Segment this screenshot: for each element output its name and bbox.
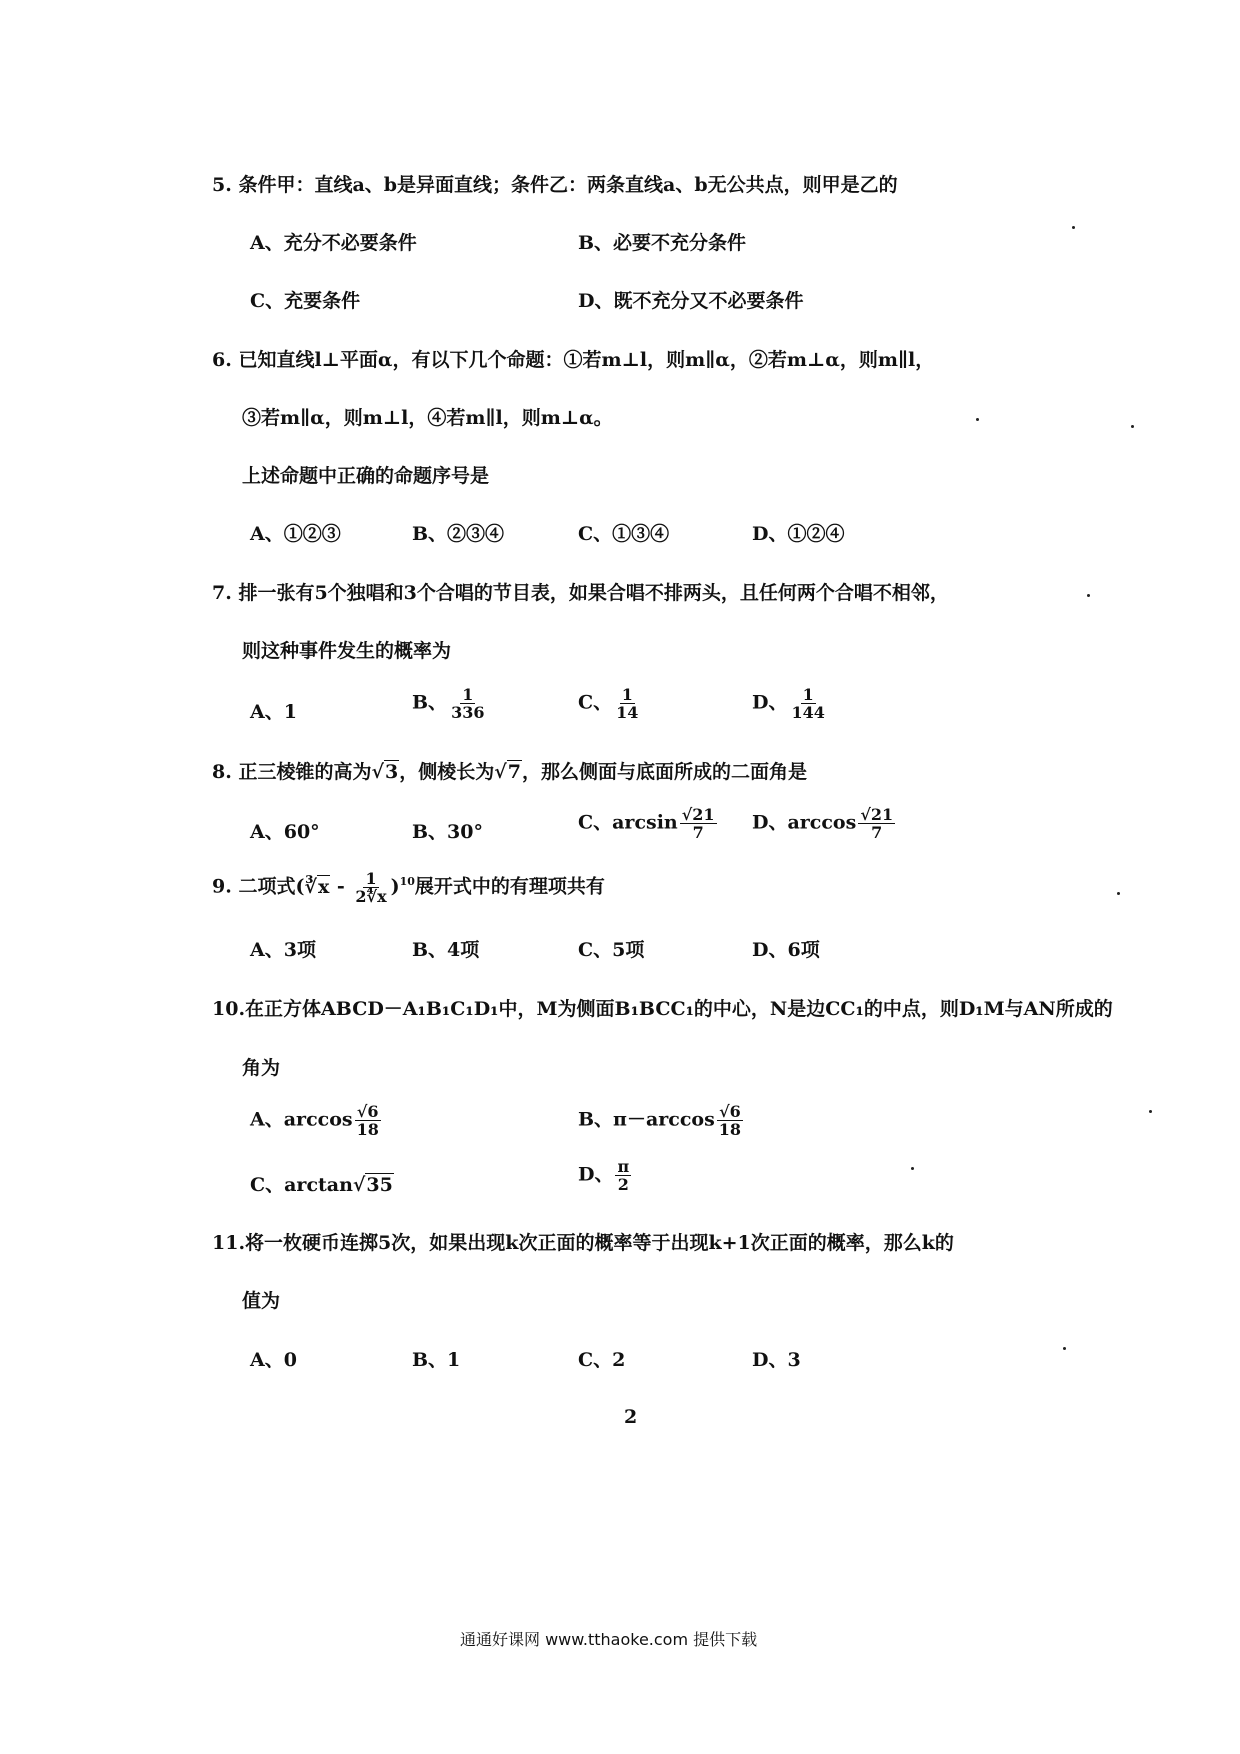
q7-option-d-label: D、 (752, 691, 788, 714)
radicand: 21 (870, 805, 894, 824)
q9-stem-close: ) (390, 875, 400, 898)
fraction-denominator: 18 (718, 1120, 742, 1139)
sqrt-symbol: √35 (352, 1174, 393, 1196)
radicand: 7 (507, 761, 521, 783)
page-number: 2 (624, 1406, 638, 1428)
fraction-numerator: √21 (860, 805, 894, 824)
q7-option-a: A、1 (250, 701, 297, 723)
q10-option-a-label: A、arccos (250, 1108, 353, 1131)
q5-stem: 5. 条件甲：直线a、b是异面直线；条件乙：两条直线a、b无公共点，则甲是乙的 (212, 174, 898, 196)
q6-stem-line3: 上述命题中正确的命题序号是 (242, 465, 490, 487)
q8-stem-part-a: 8. 正三棱锥的高为 (212, 761, 372, 783)
footer-text: 通通好课网 www.tthaoke.com 提供下载 (460, 1630, 758, 1649)
q8-option-d-fraction (858, 806, 895, 841)
q9-option-a: A、3项 (250, 939, 316, 961)
fraction-numerator: 1 (621, 685, 633, 704)
q7-option-d-fraction (789, 686, 826, 721)
fraction-numerator: 1 (802, 685, 814, 704)
fraction-denominator: 18 (356, 1120, 379, 1139)
radicand: 6 (729, 1102, 741, 1121)
exponent: 10 (399, 875, 415, 889)
fraction-numerator: 1 (365, 869, 377, 888)
radicand: 21 (692, 805, 715, 824)
q11-option-c: C、2 (578, 1349, 626, 1371)
scan-speck (911, 1167, 914, 1170)
q9-option-c: C、5项 (578, 939, 645, 961)
fraction-denominator: 7 (871, 823, 883, 842)
q5-option-c: C、充要条件 (250, 290, 361, 312)
q6-option-a: A、①②③ (250, 523, 341, 545)
q5-option-b: B、必要不充分条件 (578, 232, 747, 254)
q5-option-a: A、充分不必要条件 (250, 232, 417, 254)
q11-stem-line1: 11.将一枚硬币连掷5次，如果出现k次正面的概率等于出现k+1次正面的概率，那么k的 (212, 1232, 954, 1254)
fraction-denominator: 14 (616, 703, 639, 722)
fraction-denominator: 144 (791, 703, 825, 722)
q10-option-b-label: B、π－arccos (578, 1108, 715, 1131)
q10-option-a-fraction (355, 1103, 381, 1138)
scan-speck (1087, 594, 1090, 597)
fraction-numerator: π (617, 1157, 630, 1176)
fraction-denominator: 7 (692, 823, 704, 842)
q10-option-c (250, 1170, 394, 1197)
q8-option-a: A、60° (250, 821, 320, 843)
q11-option-d: D、3 (752, 1349, 801, 1371)
q7-option-b-label: B、 (412, 691, 448, 714)
q10-stem-line1: 10.在正方体ABCD－A₁B₁C₁D₁中，M为侧面B₁BCC₁的中心，N是边CC₁的中点，则D₁M与AN所成的 (212, 998, 1113, 1020)
scan-speck (1131, 425, 1134, 428)
scan-speck (1072, 226, 1075, 229)
fraction-numerator: √6 (356, 1102, 379, 1121)
q6-stem-line1: 6. 已知直线l⊥平面α，有以下几个命题：①若m⊥l，则m∥α，②若m⊥α，则m∥l， (212, 349, 935, 371)
q6-stem-line2: ③若m∥α，则m⊥l，④若m∥l，则m⊥α。 (242, 407, 613, 429)
q11-stem-line2: 值为 (242, 1290, 281, 1312)
q7-stem-line1: 7. 排一张有5个独唱和3个合唱的节目表，如果合唱不排两头，且任何两个合唱不相邻， (212, 582, 949, 604)
q9-option-d: D、6项 (752, 939, 820, 961)
q8-stem (212, 757, 807, 784)
scan-speck (1149, 1110, 1152, 1113)
q8-option-c-label: C、arcsin (578, 811, 678, 834)
q10-option-a (250, 1103, 383, 1138)
q7-option-b-fraction (449, 686, 486, 721)
scan-speck (1117, 892, 1120, 895)
radicand: x (377, 887, 387, 906)
q10-stem-line2: 角为 (242, 1057, 281, 1079)
q10-option-b (578, 1103, 745, 1138)
radicand: x (317, 875, 330, 898)
fraction-numerator: √6 (719, 1102, 741, 1121)
q8-option-d-label: D、arccos (752, 811, 857, 834)
q10-option-d (578, 1158, 633, 1193)
denominator-coefficient: 2 (355, 887, 367, 906)
q7-option-c (578, 686, 642, 721)
sqrt-symbol: √7 (494, 761, 521, 783)
q9-option-b: B、4项 (412, 939, 480, 961)
scan-speck (1063, 1347, 1066, 1350)
radicand: 6 (367, 1102, 379, 1121)
radicand: 3 (384, 761, 399, 783)
q6-option-d: D、①②④ (752, 523, 845, 545)
q11-option-a: A、0 (250, 1349, 297, 1371)
q8-option-c-fraction (680, 806, 717, 841)
q7-stem-line2: 则这种事件发生的概率为 (242, 640, 452, 662)
fraction-numerator: 1 (462, 685, 474, 704)
q6-option-b: B、②③④ (412, 523, 505, 545)
scan-speck (976, 418, 979, 421)
sqrt-symbol: ∛x (304, 875, 330, 898)
q10-option-d-label: D、 (578, 1163, 614, 1186)
q10-option-c-label: C、arctan (250, 1174, 353, 1196)
q7-option-d (752, 686, 829, 721)
q5-option-d: D、既不充分又不必要条件 (578, 290, 804, 312)
q6-option-c: C、①③④ (578, 523, 670, 545)
q9-fraction (353, 870, 388, 905)
fraction-denominator: 2 (617, 1175, 629, 1194)
q8-option-c (578, 806, 719, 841)
fraction-denominator: 2∜x (355, 887, 387, 906)
sqrt-symbol: √3 (371, 761, 399, 783)
q9-stem (212, 870, 605, 905)
q7-option-c-label: C、 (578, 691, 613, 714)
q10-option-b-fraction (717, 1103, 743, 1138)
q8-option-b: B、30° (412, 821, 483, 843)
q7-option-b (412, 686, 488, 721)
radicand: 35 (366, 1174, 393, 1196)
q11-option-b: B、1 (412, 1349, 461, 1371)
q9-stem-rest: 展开式中的有理项共有 (414, 875, 605, 898)
q10-option-d-fraction (615, 1158, 631, 1193)
q8-option-d (752, 806, 897, 841)
q7-option-c-fraction (614, 686, 640, 721)
q8-stem-part-c: ，那么侧面与底面所成的二面角是 (521, 761, 807, 783)
fraction-denominator: 336 (451, 703, 485, 722)
q9-stem-open: 9. 二项式( (212, 875, 305, 898)
minus-sign: - (330, 875, 352, 898)
q8-stem-part-b: ，侧棱长为 (399, 761, 495, 783)
fraction-numerator: √21 (681, 805, 715, 824)
